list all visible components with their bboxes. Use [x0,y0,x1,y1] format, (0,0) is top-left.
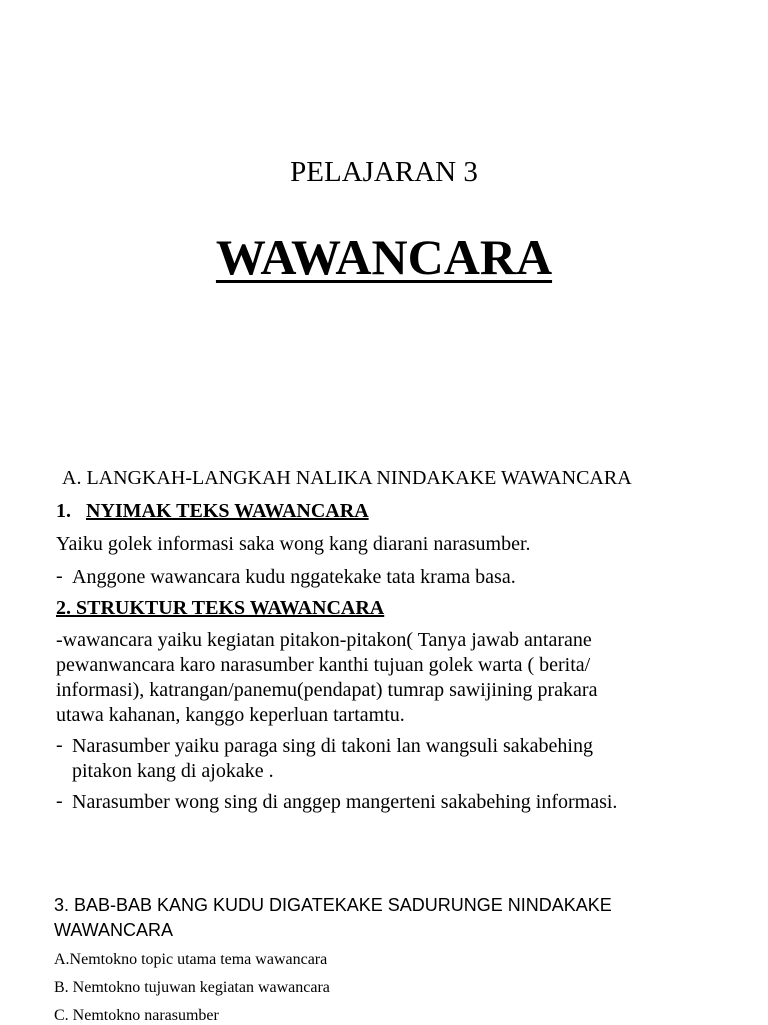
item1-title: NYIMAK TEKS WAWANCARA [86,500,369,522]
bullet-dash: - [56,790,63,812]
item2-line: utawa kahanan, kanggo keperluan tartamtu. [56,704,405,726]
item1-heading [56,500,369,523]
item2-bullet1-cont: pitakon kang di ajokake . [72,760,274,782]
section-a-heading: A. LANGKAH-LANGKAH NALIKA NINDAKAKE WAWANCARA [62,467,632,489]
item2-line: pewanwancara karo narasumber kanthi tujuan golek warta ( berita/ [56,654,591,676]
item2-line: -wawancara yaiku kegiatan pitakon-pitakon( Tanya jawab antarane [56,629,592,651]
item3-point: A.Nemtokno topic utama tema wawancara [54,951,328,968]
item2-line: informasi), katrangan/panemu(pendapat) tumrap sawijining prakara [56,679,598,701]
item2-bullet2: Narasumber wong sing di anggep mangerteni sakabehing informasi. [72,791,618,813]
item2-bullet1: Narasumber yaiku paraga sing di takoni lan wangsuli sakabehing [72,735,593,757]
item3-title [54,893,612,943]
item3-point: C. Nemtokno narasumber [54,1007,219,1024]
bullet-dash: - [56,565,63,587]
item3-title-line: WAWANCARA [54,920,173,940]
lesson-label: PELAJARAN 3 [290,156,478,188]
item1-text: Yaiku golek informasi saka wong kang diarani narasumber. [56,533,531,555]
bullet-dash: - [56,734,63,756]
item1-number: 1. [56,500,71,522]
item3-point: B. Nemtokno tujuwan kegiatan wawancara [54,979,330,996]
item2-paragraph [56,628,746,728]
page-title: WAWANCARA [215,229,553,285]
item2-title: 2. STRUKTUR TEKS WAWANCARA [56,597,385,619]
item3-title-line: 3. BAB-BAB KANG KUDU DIGATEKAKE SADURUNGE NINDAKAKE [54,895,612,915]
item1-bullet: Anggone wawancara kudu nggatekake tata krama basa. [72,566,516,588]
